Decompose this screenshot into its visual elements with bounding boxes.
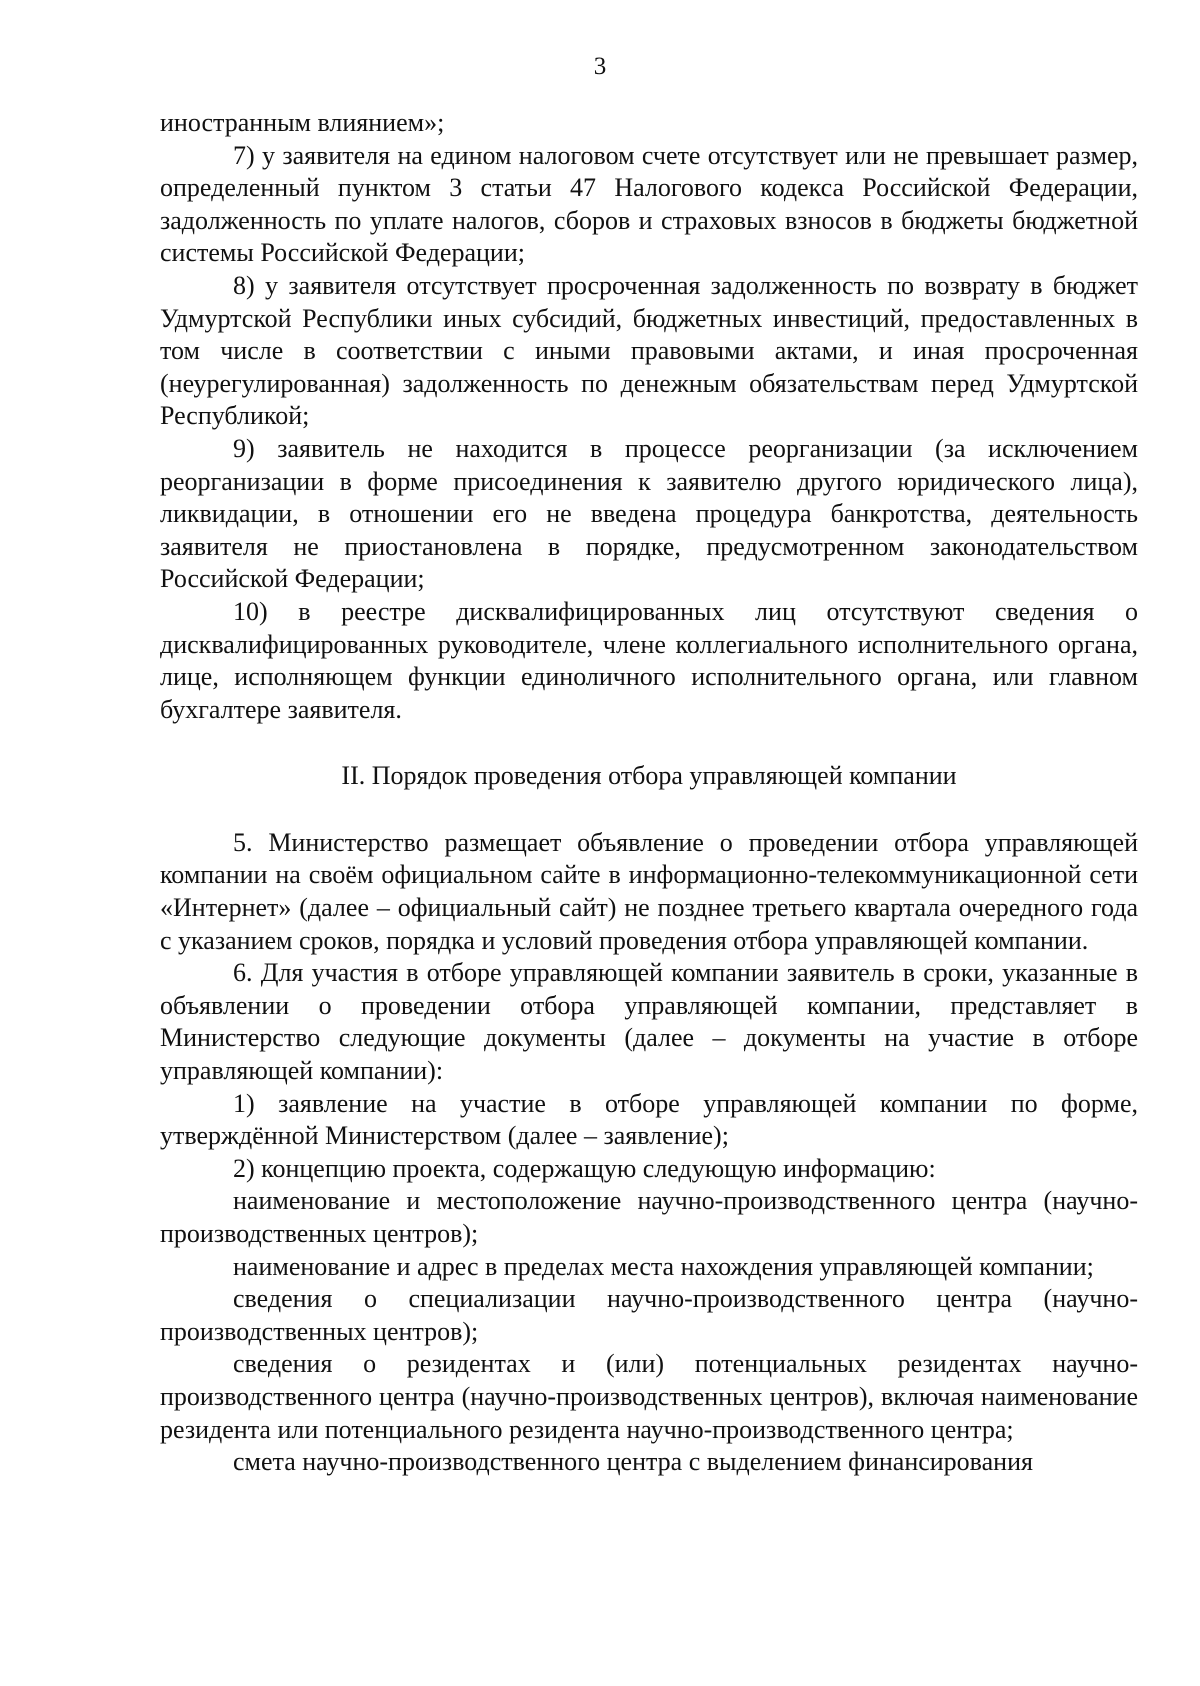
paragraph-clause-5: 5. Министерство размещает объявление о проведении отбора управляющей компании на своём официальном сайте в информационно-телекоммуникационной сети «Интернет» (далее – официальный сайт) не позднее третьего квартала очередного года с указанием сроков, порядка и условий проведения отбора управляющей компании. xyxy=(160,827,1138,955)
document-body xyxy=(160,107,1138,1479)
paragraph-clause-6: 6. Для участия в отборе управляющей компании заявитель в сроки, указанные в объявлении о проведении отбора управляющей компании, представляет в Министерство следующие документы (далее – документы на участие в отборе управляющей компании): xyxy=(160,958,1138,1086)
paragraph-subitem-2: 2) концепцию проекта, содержащую следующую информацию: xyxy=(233,1153,936,1183)
paragraph-concept-location: наименование и местоположение научно-производственного центра (научно-производственных центров); xyxy=(160,1186,1138,1248)
paragraph-concept-budget: смета научно-производственного центра с выделением финансирования xyxy=(233,1447,1033,1477)
paragraph-concept-address: наименование и адрес в пределах места нахождения управляющей компании; xyxy=(233,1251,1094,1281)
paragraph-item-10: 10) в реестре дисквалифицированных лиц отсутствуют сведения о дисквалифицированных руководителе, члене коллегиального исполнительного органа, лице, исполняющем функции единоличного исполнительного органа, или главном бухгалтере заявителя. xyxy=(160,596,1138,724)
paragraph-continuation: иностранным влиянием»; xyxy=(160,108,445,137)
paragraph-item-9: 9) заявитель не находится в процессе реорганизации (за исключением реорганизации в форме присоединения к заявителю другого юридического лица), ликвидации, в отношении его не введена процедура банкротства, деятельность заявителя не приостановлена в порядке, предусмотренном законодательством Российской Федерации; xyxy=(160,433,1138,594)
paragraph-item-8: 8) у заявителя отсутствует просроченная задолженность по возврату в бюджет Удмуртской Республики иных субсидий, бюджетных инвестиций, предоставленных в том числе в соответствии с иными правовыми актами, и иная просроченная (неурегулированная) задолженность по денежным обязательствам перед Удмуртской Республикой; xyxy=(160,270,1138,431)
paragraph-subitem-1: 1) заявление на участие в отборе управляющей компании по форме, утверждённой Министерством (далее – заявление); xyxy=(160,1088,1138,1151)
paragraph-concept-residents: сведения о резидентах и (или) потенциальных резидентах научно-производственного центра (научно-производственных центров), включая наименование резидента или потенциального резидента научно-производственного центра; xyxy=(160,1349,1138,1444)
section-heading: II. Порядок проведения отбора управляющей компании xyxy=(341,761,957,791)
paragraph-concept-specialization: сведения о специализации научно-производственного центра (научно-производственных центров); xyxy=(160,1284,1138,1346)
paragraph-item-7: 7) у заявителя на едином налоговом счете отсутствует или не превышает размер, определенный пунктом 3 статьи 47 Налогового кодекса Российской Федерации, задолженность по уплате налогов, сборов и страховых взносов в бюджеты бюджетной системы Российской Федерации; xyxy=(160,140,1138,268)
page-number: 3 xyxy=(593,53,607,80)
